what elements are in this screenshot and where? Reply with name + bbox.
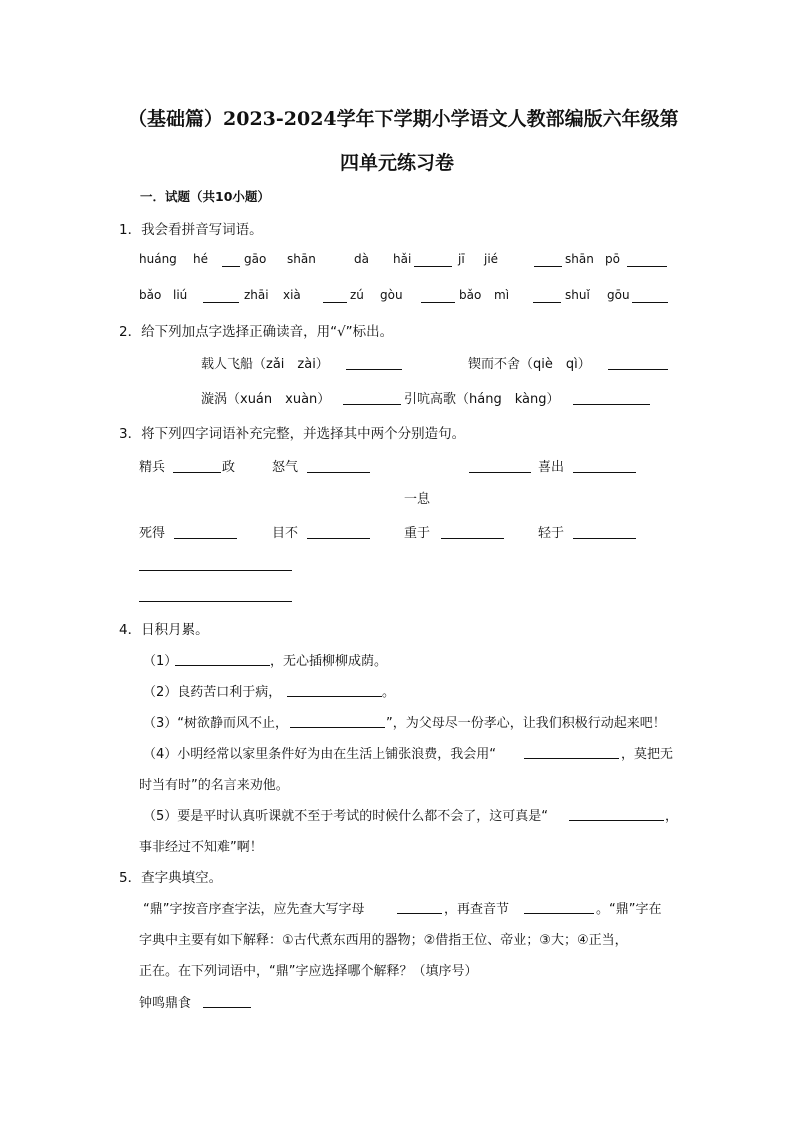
dictionary-text-part1: “鼎”字按音序查字法，应先查大写字母 — [143, 902, 365, 917]
pinyin: huáng — [139, 252, 177, 266]
answer-blank[interactable] — [307, 472, 370, 473]
reading-option-a: 载人飞船（zǎi zài） — [201, 357, 329, 372]
answer-blank[interactable] — [203, 302, 239, 303]
item-4-continued: 时当有时”的名言来劝他。 — [139, 778, 289, 793]
answer-blank[interactable] — [307, 538, 370, 539]
item-3-suffix: ”，为父母尽一份孝心，让我们积极行动起来吧！ — [386, 716, 666, 731]
answer-blank[interactable] — [524, 913, 594, 914]
item-1-prefix: （1） — [143, 654, 178, 669]
answer-blank[interactable] — [469, 472, 531, 473]
reading-option-d: 引吭高歌（háng kàng） — [404, 392, 560, 407]
pinyin: xià — [283, 288, 301, 302]
answer-blank[interactable] — [533, 302, 561, 303]
item-4-text: （4）小明经常以家里条件好为由在生活上铺张浪费，我会用“ — [143, 747, 497, 762]
idiom-text: 喜出 — [538, 460, 565, 475]
item-2-suffix: 。 — [382, 685, 396, 700]
answer-blank[interactable] — [173, 472, 221, 473]
answer-blank[interactable] — [524, 758, 619, 759]
page-title-line1: （基础篇）2023-2024学年下学期小学语文人教部编版六年级第 — [128, 108, 679, 130]
answer-blank[interactable] — [343, 404, 401, 405]
item-2-text: （2）良药苦口利于病， — [143, 685, 282, 700]
idiom-text: 目不 — [272, 526, 299, 541]
pinyin: zú — [350, 288, 364, 302]
pinyin: gòu — [380, 288, 403, 302]
pinyin: bǎo — [139, 288, 162, 302]
idiom-text: 重于 — [404, 526, 431, 541]
item-5-suffix: ， — [665, 809, 679, 824]
pinyin: shān — [287, 252, 316, 266]
answer-blank[interactable] — [573, 404, 650, 405]
dictionary-question: 正在。在下列词语中，“鼎”字应选择哪个解释？（填序号） — [139, 964, 478, 979]
answer-blank[interactable] — [608, 369, 668, 370]
pinyin: jié — [484, 252, 499, 266]
question-2-stem: 2．给下列加点字选择正确读音，用“√”标出。 — [119, 324, 394, 340]
item-1-suffix: ，无心插柳柳成荫。 — [270, 654, 388, 669]
idiom-text: 死得 — [139, 526, 166, 541]
pinyin: gōu — [607, 288, 630, 302]
sentence-line[interactable] — [139, 601, 292, 602]
pinyin: shuǐ — [565, 288, 590, 302]
question-1-stem: 1．我会看拼音写词语。 — [119, 222, 263, 238]
pinyin: hé — [193, 252, 208, 266]
sentence-line[interactable] — [139, 570, 292, 571]
answer-blank[interactable] — [175, 665, 270, 666]
idiom-text: 一息 — [404, 492, 431, 507]
pinyin: liú — [173, 288, 188, 302]
pinyin: bǎo — [459, 288, 482, 302]
pinyin: pō — [605, 252, 620, 266]
pinyin: dà — [354, 252, 369, 266]
answer-blank[interactable] — [569, 820, 664, 821]
word-zhongmingdingshi: 钟鸣鼎食 — [139, 996, 192, 1011]
dictionary-text-part2: ，再查音节 — [444, 902, 510, 917]
reading-option-c: 漩涡（xuán xuàn） — [201, 392, 331, 407]
answer-blank[interactable] — [414, 266, 452, 267]
answer-blank[interactable] — [174, 538, 237, 539]
item-5-continued: 事非经过不知难”啊！ — [139, 840, 263, 855]
question-5-stem: 5．查字典填空。 — [119, 870, 223, 886]
idiom-text: 怒气 — [272, 460, 299, 475]
pinyin: zhāi — [244, 288, 269, 302]
answer-blank[interactable] — [573, 472, 636, 473]
section-heading: 一．试题（共10小题） — [140, 189, 270, 204]
pinyin: mì — [494, 288, 510, 302]
item-3-text: （3）“树欲静而风不止， — [143, 716, 289, 731]
answer-blank[interactable] — [323, 302, 347, 303]
reading-option-b: 锲而不舍（qiè qì） — [468, 357, 591, 372]
answer-blank[interactable] — [573, 538, 636, 539]
dictionary-text-part3: 。“鼎”字在 — [596, 902, 662, 917]
answer-blank[interactable] — [203, 1007, 251, 1008]
item-5-text: （5）要是平时认真听课就不至于考试的时候什么都不会了，这可真是“ — [143, 809, 549, 824]
pinyin: gāo — [244, 252, 267, 266]
idiom-text: 政 — [222, 460, 236, 475]
item-4-suffix: ，莫把无 — [621, 747, 674, 762]
answer-blank[interactable] — [632, 302, 668, 303]
answer-blank[interactable] — [397, 913, 442, 914]
pinyin: hǎi — [393, 252, 412, 266]
dictionary-definitions: 字典中主要有如下解释：①古代煮东西用的器物；②借指王位、帝业；③大；④正当， — [139, 933, 628, 948]
answer-blank[interactable] — [421, 302, 455, 303]
idiom-text: 精兵 — [139, 460, 166, 475]
answer-blank[interactable] — [222, 266, 240, 267]
question-3-stem: 3．将下列四字词语补充完整，并选择其中两个分别造句。 — [119, 426, 466, 442]
answer-blank[interactable] — [534, 266, 562, 267]
answer-blank[interactable] — [290, 727, 385, 728]
question-4-stem: 4．日积月累。 — [119, 622, 209, 638]
answer-blank[interactable] — [346, 369, 402, 370]
pinyin: jī — [458, 252, 465, 266]
pinyin: shān — [565, 252, 594, 266]
answer-blank[interactable] — [627, 266, 667, 267]
page-title-line2: 四单元练习卷 — [340, 152, 455, 174]
answer-blank[interactable] — [441, 538, 504, 539]
answer-blank[interactable] — [287, 696, 382, 697]
idiom-text: 轻于 — [538, 526, 565, 541]
